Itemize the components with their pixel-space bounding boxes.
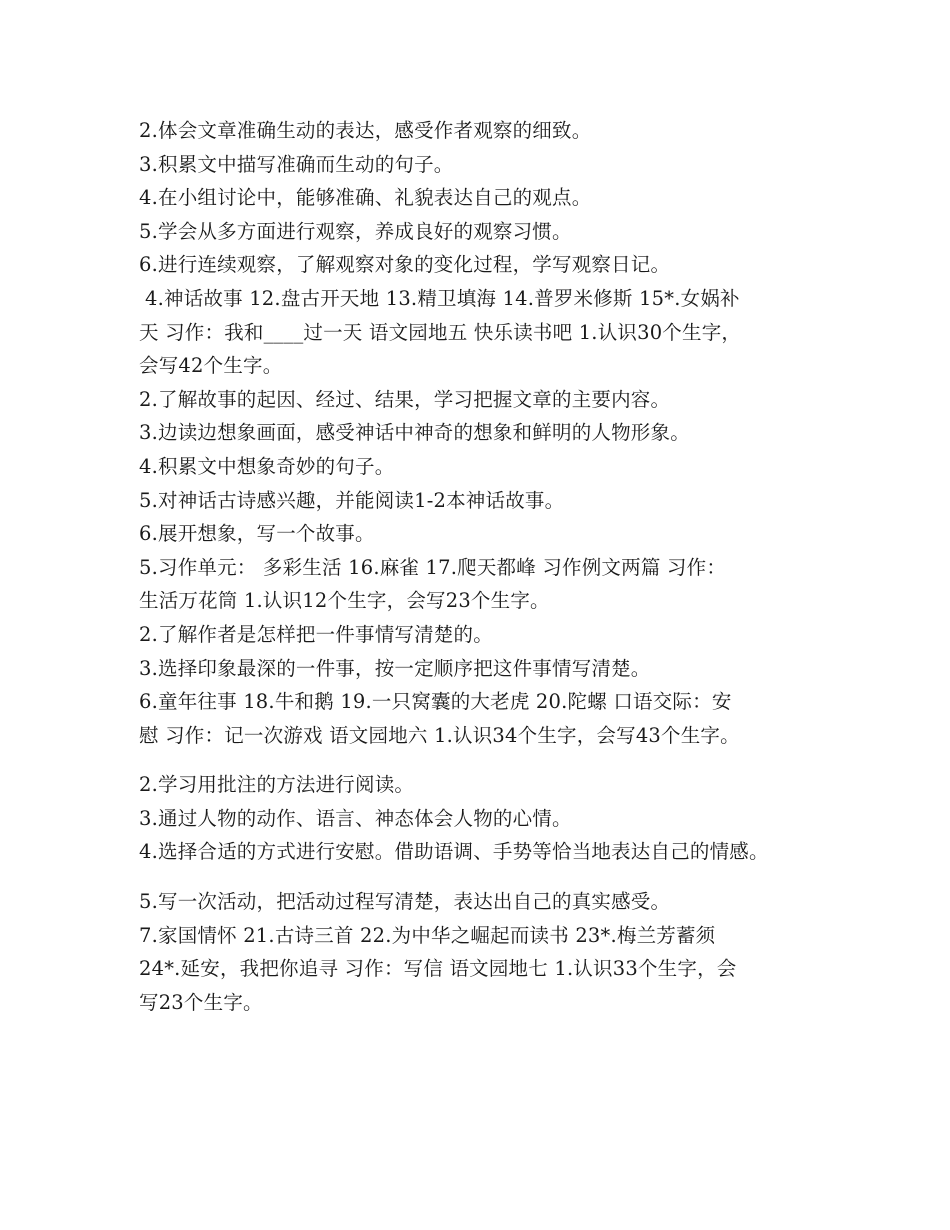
text-line: 2.体会文章准确生动的表达，感受作者观察的细致。 xyxy=(139,119,592,142)
unit-heading-line: 4.神话故事 12.盘古开天地 13.精卫填海 14.普罗米修斯 15*.女娲补 xyxy=(145,286,740,310)
text-line: 3.通过人物的动作、语言、神态体会人物的心情。 xyxy=(139,806,572,830)
text-line: 3.积累文中描写准确而生动的句子。 xyxy=(139,152,454,176)
document-body xyxy=(139,114,839,1019)
text-line: 2.了解作者是怎样把一件事情写清楚的。 xyxy=(139,622,493,646)
text-line: 5.学会从多方面进行观察，养成良好的观察习惯。 xyxy=(139,219,572,243)
text-line: 4.选择合适的方式进行安慰。借助语调、手势等恰当地表达自己的情感。 xyxy=(139,840,769,864)
text-line: 6.展开想象，写一个故事。 xyxy=(139,522,375,546)
text-line: 6.进行连续观察，了解观察对象的变化过程，学写观察日记。 xyxy=(139,253,671,277)
text-line: 3.边读边想象画面，感受神话中神奇的想象和鲜明的人物形象。 xyxy=(139,421,690,445)
text-line: 4.在小组讨论中，能够准确、礼貌表达自己的观点。 xyxy=(139,186,592,210)
text-line: 慰 习作：记一次游戏 语文园地六 1.认识34个生字，会写43个生字。 xyxy=(139,723,740,747)
paragraph-gap xyxy=(139,869,839,885)
paragraph-gap xyxy=(139,752,839,768)
text-line: 天 习作：我和____过一天 语文园地五 快乐读书吧 1.认识30个生字， xyxy=(139,320,742,344)
text-line: 会写42个生字。 xyxy=(139,354,283,378)
unit-heading-line: 6.童年往事 18.牛和鹅 19.一只窝囊的大老虎 20.陀螺 口语交际：安 xyxy=(139,690,732,714)
text-line: 5.对神话古诗感兴趣，并能阅读1-2本神话故事。 xyxy=(139,488,565,512)
text-line: 4.积累文中想象奇妙的句子。 xyxy=(139,454,395,478)
text-line: 3.选择印象最深的一件事，按一定顺序把这件事情写清楚。 xyxy=(139,656,651,680)
text-line: 2.学习用批注的方法进行阅读。 xyxy=(139,773,415,797)
text-line: 5.写一次活动，把活动过程写清楚，表达出自己的真实感受。 xyxy=(139,890,671,914)
unit-heading-line: 5.习作单元： 多彩生活 16.麻雀 17.爬天都峰 习作例文两篇 习作： xyxy=(139,555,727,579)
text-line: 2.了解故事的起因、经过、结果，学习把握文章的主要内容。 xyxy=(139,387,671,411)
text-line: 24*.延安，我把你追寻 习作：写信 语文园地七 1.认识33个生字，会 xyxy=(139,957,737,981)
unit-heading-line: 7.家国情怀 21.古诗三首 22.为中华之崛起而读书 23*.梅兰芳蓄须 xyxy=(139,923,716,947)
text-line: 写23个生字。 xyxy=(139,990,263,1014)
text-line: 生活万花筒 1.认识12个生字，会写23个生字。 xyxy=(139,589,550,613)
